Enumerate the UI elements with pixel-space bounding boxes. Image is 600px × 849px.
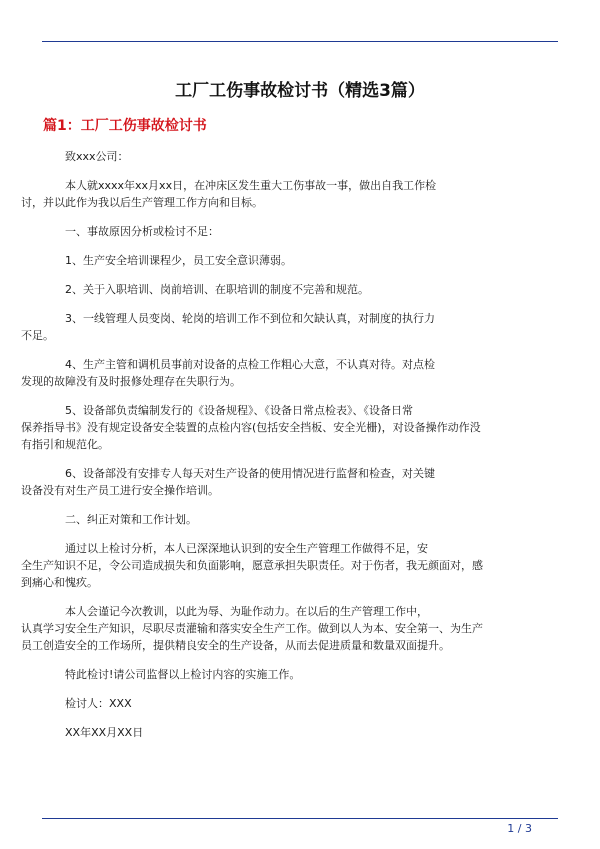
paragraph-line: 本人就xxxx年xx月xx日，在冲床区发生重大工伤事故一事，做出自我工作检 (65, 179, 437, 192)
paragraph-line: 5、设备部负责编制发行的《设备规程》、《设备日常点检表》、《设备日常 (65, 404, 413, 417)
paragraph-line: 通过以上检讨分析，本人已深深地认识到的安全生产管理工作做得不足，安 (65, 542, 428, 555)
paragraph (21, 540, 557, 591)
paragraph-line: 认真学习安全生产知识，尽职尽责灌输和落实安全生产工作。做到以人为本、安全第一、为生产 (21, 622, 483, 635)
paragraph (21, 356, 557, 390)
paragraph-line: 全生产知识不足，令公司造成损失和负面影响，愿意承担失职责任。对于伤者，我无颜面对，感 (21, 559, 483, 572)
paragraph (43, 148, 557, 165)
paragraph-line: 员工创造安全的工作场所，提供精良安全的生产设备，从而去促进质量和数量双面提升。 (21, 639, 450, 652)
paragraph-line: 检讨人：XXX (65, 697, 132, 710)
paragraph-line: 2、关于入职培训、岗前培训、在职培训的制度不完善和规范。 (65, 283, 369, 296)
paragraph-line: 保养指导书》没有规定设备安全装置的点检内容(包括安全挡板、安全光栅)，对设备操作动作没 (21, 421, 481, 434)
paragraph-line: 3、一线管理人员变岗、轮岗的培训工作不到位和欠缺认真，对制度的执行力 (65, 312, 435, 325)
paragraph (43, 724, 557, 741)
paragraph-line: 发现的故障没有及时报修处理存在失职行为。 (21, 375, 241, 388)
document-title: 工厂工伤事故检讨书（精选3篇） (175, 81, 425, 101)
paragraph-line: 二、纠正对策和工作计划。 (65, 513, 197, 526)
paragraph-line: 特此检讨!请公司监督以上检讨内容的实施工作。 (65, 668, 301, 681)
paragraph (43, 252, 557, 269)
paragraph-line: 讨，并以此作为我以后生产管理工作方向和目标。 (21, 196, 263, 209)
paragraph (21, 310, 557, 344)
paragraph-line: 一、事故原因分析或检讨不足： (65, 225, 219, 238)
paragraph-line: 不足。 (21, 329, 54, 342)
paragraph (21, 177, 557, 211)
paragraph-line: 致xxx公司： (65, 150, 129, 163)
paragraph (43, 281, 557, 298)
paragraph (21, 465, 557, 499)
paragraph-line: 4、生产主管和调机员事前对设备的点检工作粗心大意，不认真对待。对点检 (65, 358, 435, 371)
paragraph-line: 6、设备部没有安排专人每天对生产设备的使用情况进行监督和检查，对关键 (65, 467, 435, 480)
paragraph-line: XX年XX月XX日 (65, 726, 144, 739)
paragraph-line: 到痛心和愧疚。 (21, 576, 98, 589)
document-body (21, 148, 557, 753)
paragraph-line: 本人会谨记今次教训，以此为辱、为耻作动力。在以后的生产管理工作中， (65, 605, 428, 618)
paragraph (21, 603, 557, 654)
paragraph-line: 设备没有对生产员工进行安全操作培训。 (21, 484, 219, 497)
paragraph (43, 666, 557, 683)
paragraph-line: 1、生产安全培训课程少，员工安全意识薄弱。 (65, 254, 292, 267)
paragraph (43, 511, 557, 528)
paragraph (21, 402, 557, 453)
section-heading: 篇1：工厂工伤事故检讨书 (43, 118, 207, 134)
top-rule (42, 41, 558, 42)
paragraph (43, 695, 557, 712)
bottom-rule (42, 818, 558, 819)
paragraph (43, 223, 557, 240)
paragraph-line: 有指引和规范化。 (21, 438, 109, 451)
page-indicator: 1 / 3 (507, 822, 532, 835)
